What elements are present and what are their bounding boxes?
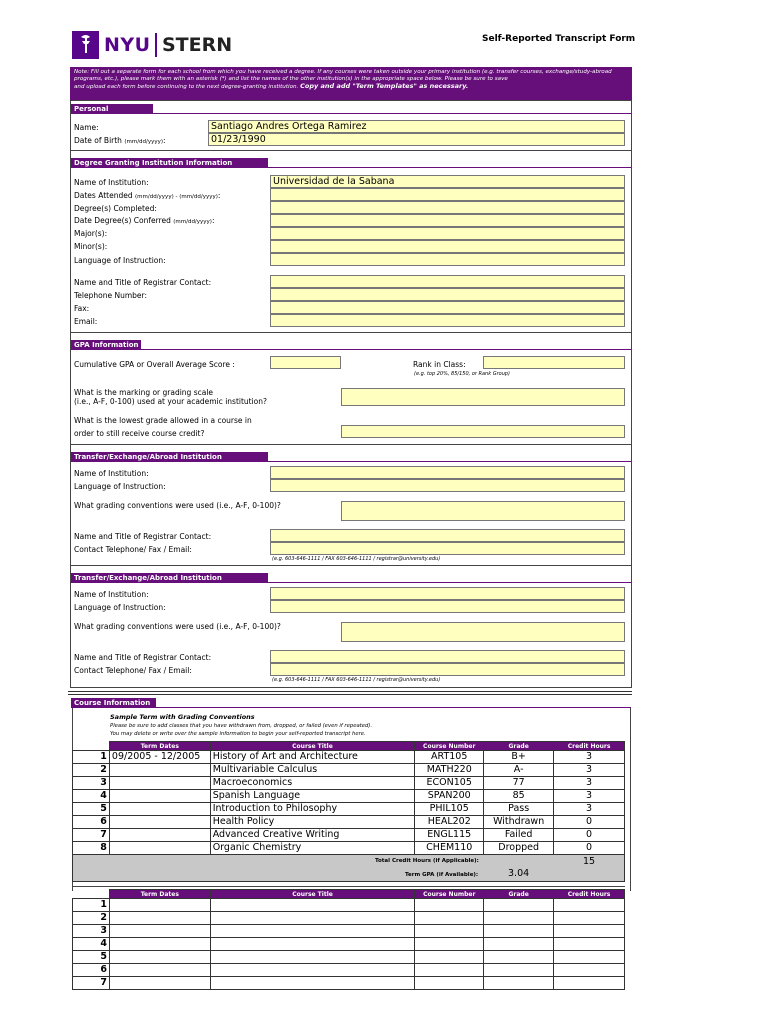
phone-label: Telephone Number:: [74, 291, 147, 300]
section-personal-heading: Personal Information: [71, 104, 153, 114]
registrar-field[interactable]: [270, 275, 625, 288]
credit-hours-cell[interactable]: [554, 912, 625, 925]
course-title-cell[interactable]: Multivariable Calculus: [210, 764, 415, 777]
transfer-1-registrar-field[interactable]: [270, 529, 625, 542]
transfer-2-language-label: Language of Instruction:: [74, 603, 166, 612]
credit-hours-cell[interactable]: [554, 925, 625, 938]
table-row: [73, 964, 625, 977]
divider: [71, 565, 631, 566]
registrar-label: Name and Title of Registrar Contact:: [74, 278, 212, 287]
majors-field[interactable]: [270, 227, 625, 240]
course-title-cell[interactable]: Health Policy: [210, 816, 415, 829]
table-row: [73, 842, 625, 855]
course-number-cell[interactable]: [415, 964, 484, 977]
logo-divider: [155, 33, 157, 57]
row-number: 1: [73, 751, 110, 764]
table-row: [73, 977, 625, 990]
credit-hours-cell[interactable]: 3: [554, 751, 625, 764]
name-field[interactable]: Santiago Andres Ortega Ramirez: [208, 120, 625, 133]
transfer-1-language-field[interactable]: [270, 479, 625, 492]
col-credit-hours: Credit Hours: [554, 890, 625, 899]
credit-hours-cell[interactable]: 3: [554, 777, 625, 790]
note-emphasis: Copy and add "Term Templates" as necessary.: [300, 82, 469, 90]
credit-hours-cell[interactable]: [554, 899, 625, 912]
institution-label: Name of Institution:: [74, 178, 149, 187]
row-number: 3: [73, 925, 110, 938]
table-row: [73, 951, 625, 964]
course-title-cell[interactable]: Introduction to Philosophy: [210, 803, 415, 816]
grade-cell[interactable]: [484, 899, 554, 912]
course-title-cell[interactable]: [210, 951, 415, 964]
divider: [71, 150, 631, 151]
grading-scale-label-2: (i.e., A-F, 0-100) used at your academic institution?: [74, 397, 268, 406]
row-number: 2: [73, 912, 110, 925]
degrees-completed-label: Degree(s) Completed:: [74, 204, 157, 213]
logo-nyu-text: NYU: [104, 34, 151, 56]
date-conferred-field[interactable]: [270, 214, 625, 227]
section-transfer-1-heading: Transfer/Exchange/Abroad Institution: [71, 452, 268, 462]
language-label: Language of Instruction:: [74, 256, 166, 265]
row-number: 5: [73, 803, 110, 816]
sample-term-hint-1: Please be sure to add classes that you have withdrawn from, dropped, or failed (even if repeated).: [110, 723, 373, 729]
course-title-cell[interactable]: [210, 925, 415, 938]
course-number-cell[interactable]: [415, 899, 484, 912]
transfer-1-contact-label: Contact Telephone/ Fax / Email:: [74, 545, 192, 554]
col-credit-hours: Credit Hours: [554, 742, 625, 751]
term-dates-cell[interactable]: [109, 938, 210, 951]
dates-attended-label: Dates Attended (mm/dd/yyyy) - (mm/dd/yyyy):: [74, 191, 221, 200]
credit-hours-cell[interactable]: 3: [554, 790, 625, 803]
course-number-cell[interactable]: HEAL202: [415, 816, 484, 829]
section-divider: [71, 582, 631, 583]
table-header-row: [73, 742, 625, 751]
note-line-2: programs, etc.), please mark them with an asterisk (*) and list the names of the other institution(s) in the appropriate space below. Please be sure to save: [74, 76, 508, 82]
transfer-2-institution-field[interactable]: [270, 587, 625, 600]
blank-term-table: [72, 889, 625, 990]
table-header-row: [73, 890, 625, 899]
table-row: [73, 816, 625, 829]
course-number-cell[interactable]: CHEM110: [415, 842, 484, 855]
table-row: [73, 899, 625, 912]
term-dates-cell[interactable]: [109, 899, 210, 912]
section-transfer-2-heading: Transfer/Exchange/Abroad Institution: [71, 573, 268, 583]
grading-scale-label-1: What is the marking or grading scale: [74, 388, 214, 397]
totals-area: [72, 855, 625, 882]
date-conferred-label: Date Degree(s) Conferred (mm/dd/yyyy):: [74, 216, 215, 225]
double-divider: [68, 691, 632, 692]
table-row: [73, 790, 625, 803]
course-number-cell[interactable]: PHIL105: [415, 803, 484, 816]
grade-cell[interactable]: [484, 925, 554, 938]
phone-field[interactable]: [270, 288, 625, 301]
row-number: 6: [73, 964, 110, 977]
table-row: [73, 925, 625, 938]
table-row: [73, 912, 625, 925]
term-dates-cell[interactable]: [109, 842, 210, 855]
transfer-2-grading-label: What grading conventions were used (i.e., A-F, 0-100)?: [74, 622, 281, 631]
credit-hours-cell[interactable]: [554, 977, 625, 990]
institution-field[interactable]: Universidad de la Sabana: [270, 175, 625, 188]
sample-course-table: [72, 741, 625, 855]
course-title-cell[interactable]: [210, 977, 415, 990]
term-dates-cell[interactable]: [109, 951, 210, 964]
transfer-2-contact-field[interactable]: [270, 663, 625, 676]
credit-hours-cell[interactable]: 0: [554, 842, 625, 855]
course-title-cell[interactable]: Organic Chemistry: [210, 842, 415, 855]
fax-field[interactable]: [270, 301, 625, 314]
dates-attended-field[interactable]: [270, 188, 625, 201]
col-course-number: Course Number: [415, 742, 484, 751]
row-number: 5: [73, 951, 110, 964]
credit-hours-cell[interactable]: 3: [554, 764, 625, 777]
term-dates-cell[interactable]: [109, 977, 210, 990]
grade-cell[interactable]: A-: [484, 764, 554, 777]
col-course-number: Course Number: [415, 890, 484, 899]
course-title-cell[interactable]: History of Art and Architecture: [210, 751, 415, 764]
double-divider: [68, 694, 632, 695]
rank-hint: (e.g. top 20%, 85/150, or Rank Group): [414, 371, 510, 377]
transfer-1-institution-label: Name of Institution:: [74, 469, 149, 478]
credit-hours-cell[interactable]: 0: [554, 816, 625, 829]
section-divider: [71, 167, 631, 168]
total-credit-value[interactable]: 15: [583, 856, 596, 867]
row-number: 7: [73, 977, 110, 990]
row-number: 6: [73, 816, 110, 829]
transfer-1-grading-label: What grading conventions were used (i.e., A-F, 0-100)?: [74, 501, 281, 510]
grade-cell[interactable]: Pass: [484, 803, 554, 816]
row-number: 4: [73, 938, 110, 951]
credit-hours-cell[interactable]: [554, 964, 625, 977]
course-number-cell[interactable]: [415, 977, 484, 990]
row-number: 8: [73, 842, 110, 855]
credit-hours-cell[interactable]: [554, 938, 625, 951]
transfer-2-contact-hint: (e.g. 603-646-1111 / FAX 603-646-1111 / registrar@university.edu): [272, 677, 441, 683]
col-grade: Grade: [484, 742, 554, 751]
fax-label: Fax:: [74, 304, 90, 313]
table-row: [73, 803, 625, 816]
lowest-grade-label-1: What is the lowest grade allowed in a course in: [74, 416, 252, 425]
row-number: 3: [73, 777, 110, 790]
term-dates-cell[interactable]: [109, 777, 210, 790]
grade-cell[interactable]: Dropped: [484, 842, 554, 855]
nyu-torch-logo-icon: [72, 31, 99, 59]
form-title: Self-Reported Transcript Form: [482, 34, 636, 44]
table-row: [73, 938, 625, 951]
term-dates-cell[interactable]: [109, 925, 210, 938]
credit-hours-cell[interactable]: [554, 951, 625, 964]
course-number-cell[interactable]: [415, 925, 484, 938]
grading-scale-field[interactable]: [341, 388, 625, 406]
note-line-1: Note: Fill out a separate form for each school from which you have received a degree. If any courses were taken outside your primary institution (e.g. transfer courses, exchange/study-abroad: [74, 69, 612, 75]
row-number: 4: [73, 790, 110, 803]
course-title-cell[interactable]: [210, 938, 415, 951]
term-dates-cell[interactable]: [109, 912, 210, 925]
credit-hours-cell[interactable]: 0: [554, 829, 625, 842]
section-gpa-heading: GPA Information: [71, 340, 141, 350]
divider: [71, 444, 631, 445]
course-number-cell[interactable]: [415, 951, 484, 964]
course-title-cell[interactable]: [210, 899, 415, 912]
instructions-note: [70, 67, 632, 100]
transfer-2-grading-field[interactable]: [341, 622, 625, 642]
course-number-cell[interactable]: ECON105: [415, 777, 484, 790]
note-line-3: and upload each form before continuing to the next degree-granting institution.: [74, 84, 299, 90]
name-label: Name:: [74, 123, 99, 132]
transfer-2-institution-label: Name of Institution:: [74, 590, 149, 599]
transfer-2-registrar-label: Name and Title of Registrar Contact:: [74, 653, 212, 662]
section-divider: [71, 349, 631, 350]
section-divider: [71, 113, 631, 114]
course-number-cell[interactable]: [415, 912, 484, 925]
col-course-title: Course Title: [210, 742, 415, 751]
term-gpa-label: Term GPA (if Available):: [405, 872, 479, 878]
total-credit-label: Total Credit Hours (if Applicable):: [375, 858, 479, 864]
col-course-title: Course Title: [210, 890, 415, 899]
row-number: 1: [73, 899, 110, 912]
grade-cell[interactable]: [484, 912, 554, 925]
row-number-header: [73, 742, 110, 751]
transfer-1-contact-hint: (e.g. 603-646-1111 / FAX 603-646-1111 / registrar@university.edu): [272, 556, 441, 562]
course-title-cell[interactable]: Spanish Language: [210, 790, 415, 803]
course-title-cell[interactable]: Advanced Creative Writing: [210, 829, 415, 842]
transfer-1-registrar-label: Name and Title of Registrar Contact:: [74, 532, 212, 541]
email-field[interactable]: [270, 314, 625, 327]
transfer-1-language-label: Language of Instruction:: [74, 482, 166, 491]
col-grade: Grade: [484, 890, 554, 899]
minors-label: Minor(s):: [74, 242, 108, 251]
language-field[interactable]: [270, 253, 625, 266]
grade-cell[interactable]: 85: [484, 790, 554, 803]
section-course-heading: Course Information: [71, 698, 156, 708]
course-number-cell[interactable]: SPAN200: [415, 790, 484, 803]
rank-label: Rank in Class:: [413, 360, 466, 369]
course-title-cell[interactable]: [210, 912, 415, 925]
grade-cell[interactable]: 77: [484, 777, 554, 790]
table-row: [73, 764, 625, 777]
transfer-2-language-field[interactable]: [270, 600, 625, 613]
grade-cell[interactable]: [484, 951, 554, 964]
term-dates-cell[interactable]: [109, 816, 210, 829]
course-number-cell[interactable]: [415, 938, 484, 951]
course-number-cell[interactable]: ENGL115: [415, 829, 484, 842]
section-divider: [71, 461, 631, 462]
row-number-header: [73, 890, 110, 899]
grade-cell[interactable]: [484, 938, 554, 951]
term-dates-cell[interactable]: [109, 964, 210, 977]
table-row: [73, 751, 625, 764]
majors-label: Major(s):: [74, 229, 108, 238]
grade-cell[interactable]: [484, 977, 554, 990]
term-dates-cell[interactable]: 09/2005 - 12/2005: [109, 751, 210, 764]
rank-field[interactable]: [483, 356, 625, 369]
col-term-dates: Term Dates: [109, 742, 210, 751]
course-title-cell[interactable]: [210, 964, 415, 977]
grade-cell[interactable]: [484, 964, 554, 977]
term-dates-cell[interactable]: [109, 829, 210, 842]
term-dates-cell[interactable]: [109, 764, 210, 777]
section-degree-heading: Degree Granting Institution Information: [71, 158, 268, 168]
dob-field[interactable]: 01/23/1990: [208, 133, 625, 146]
row-number: 7: [73, 829, 110, 842]
lowest-grade-field[interactable]: [341, 425, 625, 438]
term-dates-cell[interactable]: [109, 803, 210, 816]
row-number: 2: [73, 764, 110, 777]
lowest-grade-label-2: order to still receive course credit?: [74, 429, 205, 438]
course-title-cell[interactable]: Macroeconomics: [210, 777, 415, 790]
col-term-dates: Term Dates: [109, 890, 210, 899]
transfer-1-grading-field[interactable]: [341, 501, 625, 521]
minors-field[interactable]: [270, 240, 625, 253]
transfer-1-institution-field[interactable]: [270, 466, 625, 479]
grade-cell[interactable]: Failed: [484, 829, 554, 842]
logo-stern-text: STERN: [162, 34, 233, 56]
dob-label: Date of Birth (mm/dd/yyyy):: [74, 136, 166, 145]
transfer-2-registrar-field[interactable]: [270, 650, 625, 663]
email-label: Email:: [74, 317, 98, 326]
transfer-1-contact-field[interactable]: [270, 542, 625, 555]
term-dates-cell[interactable]: [109, 790, 210, 803]
course-number-cell[interactable]: ART105: [415, 751, 484, 764]
divider: [72, 886, 625, 887]
degrees-completed-field[interactable]: [270, 201, 625, 214]
term-gpa-value[interactable]: 3.04: [508, 868, 530, 879]
cumulative-gpa-label: Cumulative GPA or Overall Average Score :: [74, 360, 235, 369]
table-row: [73, 777, 625, 790]
grade-cell[interactable]: Withdrawn: [484, 816, 554, 829]
transfer-2-contact-label: Contact Telephone/ Fax / Email:: [74, 666, 192, 675]
table-row: [73, 829, 625, 842]
cumulative-gpa-field[interactable]: [270, 356, 341, 369]
grade-cell[interactable]: B+: [484, 751, 554, 764]
sample-term-title: Sample Term with Grading Conventions: [110, 713, 255, 721]
credit-hours-cell[interactable]: 3: [554, 803, 625, 816]
sample-term-hint-2: You may delete or write over the sample information to begin your self-reported transcript here.: [110, 731, 366, 737]
course-number-cell[interactable]: MATH220: [415, 764, 484, 777]
divider: [71, 332, 631, 333]
